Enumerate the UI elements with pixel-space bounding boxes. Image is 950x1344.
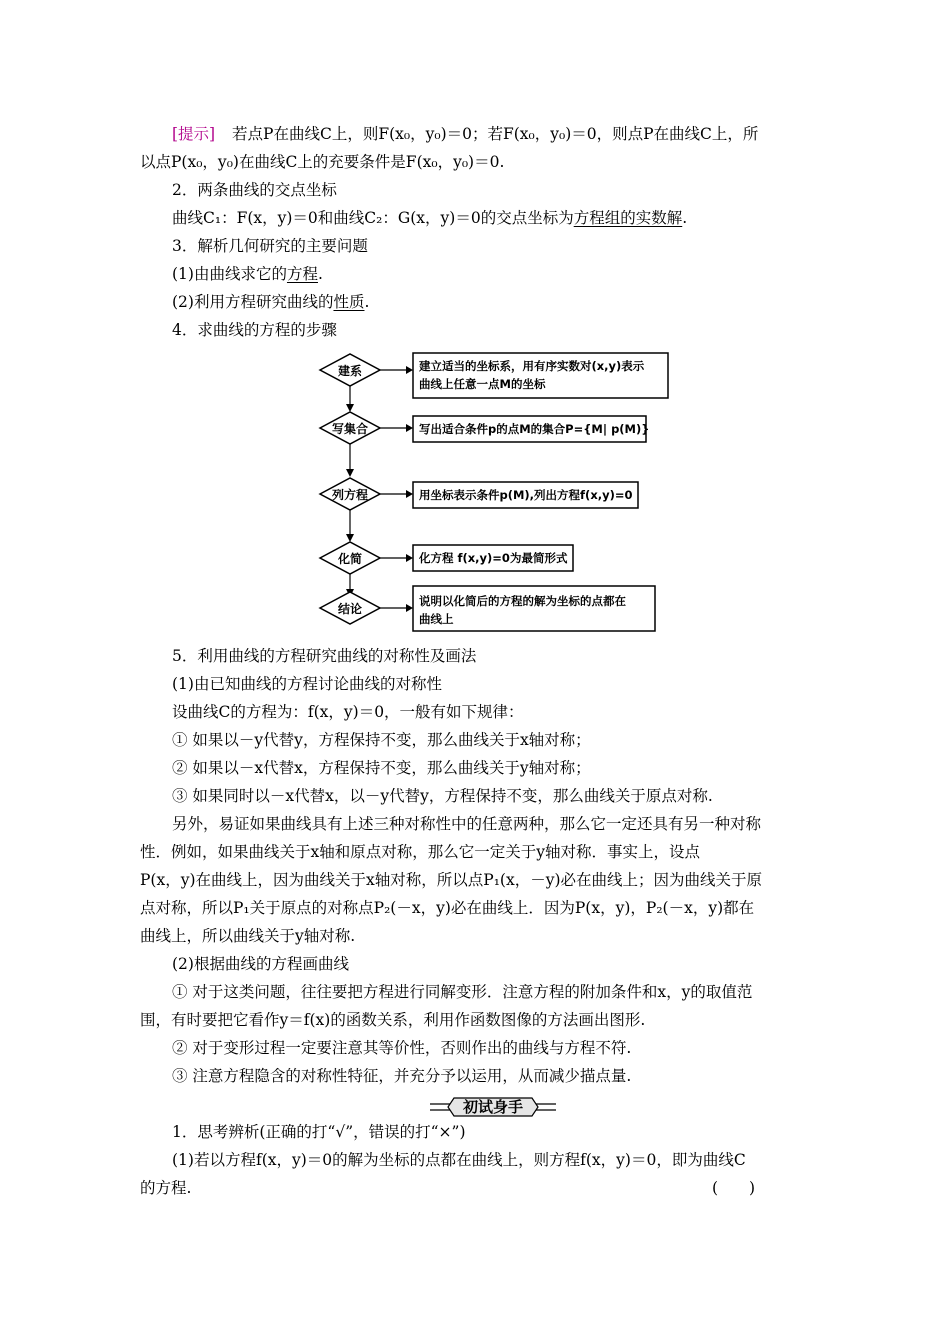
symmetry-rule-1: ① 如果以－y代替y，方程保持不变，那么曲线关于x轴对称； [172,731,591,749]
flowchart-step-3 [320,478,638,510]
draw-rule-1-line-1: ① 对于这类问题，往往要把方程进行同解变形．注意方程的附加条件和x，y的取值范 [172,983,753,1001]
exercise-heading: 1．思考辨析(正确的打“√”，错误的打“×”) [172,1123,466,1141]
flowchart-step-4 [320,542,573,574]
draw-rule-3: ③ 注意方程隐含的对称性特征，并充分予以运用，从而减少描点量. [172,1067,632,1085]
question-1-line-2: 的方程. [140,1179,192,1197]
flowchart-step-1 [320,353,668,398]
item-1-text: (1)由曲线求它的 [172,265,287,283]
paragraph-line-5: 曲线上，所以曲线关于y轴对称. [140,927,356,945]
item-1-end: . [317,265,323,283]
step-4-desc: 化方程 f(x,y)=0为最简形式 [419,551,568,565]
step-3-desc: 用坐标表示条件p(M),列出方程f(x,y)=0 [419,488,633,502]
item-2-end: . [364,293,370,311]
section-3-item-2 [172,292,369,312]
step-3-label: 列方程 [331,488,369,502]
item-2-text: (2)利用方程研究曲线的 [172,293,334,311]
banner-title: 初试身手 [462,1098,523,1116]
flowchart-step-2 [320,412,649,444]
section-5-sub-2: (2)根据曲线的方程画曲线 [172,955,349,973]
step-1-label: 建系 [337,364,363,378]
section-5-heading: 5．利用曲线的方程研究曲线的对称性及画法 [172,647,477,665]
section-4-heading: 4．求曲线的方程的步骤 [172,321,337,339]
paragraph-line-1: 另外，易证如果曲线具有上述三种对称性中的任意两种，那么它一定还具有另一种对称 [172,815,762,833]
step-2-desc: 写出适合条件p的点M的集合P={M| p(M)} [419,422,650,436]
paragraph-line-3: P(x，y)在曲线上，因为曲线关于x轴对称，所以点P₁(x，－y)必在曲线上；因为曲线关于原 [140,871,763,889]
step-4-label: 化简 [337,552,363,566]
section-5-sub-1: (1)由已知曲线的方程讨论曲线的对称性 [172,675,442,693]
step-1-desc-2: 曲线上任意一点M的坐标 [419,377,546,391]
paragraph-line-4: 点对称，所以P₁关于原点的对称点P₂(－x，y)必在曲线上．因为P(x，y)，P₂(－x，y)都在 [140,899,755,917]
draw-rule-1-line-2: 围，有时要把它看作y＝f(x)的函数关系，利用作函数图像的方法画出图形. [140,1011,646,1029]
section-2-text-after: . [682,209,688,227]
symmetry-rule-3: ③ 如果同时以－x代替x，以－y代替y，方程保持不变，那么曲线关于原点对称. [172,787,713,805]
paragraph-line-2: 性．例如，如果曲线关于x轴和原点对称，那么它一定关于y轴对称．事实上，设点 [140,843,701,861]
item-1-answer: 方程 [286,265,318,283]
section-5-intro: 设曲线C的方程为：f(x，y)＝0，一般有如下规律： [172,703,524,721]
section-2-text-before: 曲线C₁：F(x，y)＝0和曲线C₂：G(x，y)＝0的交点坐标为 [172,209,574,227]
hint-line-2: 以点P(x₀，y₀)在曲线C上的充要条件是F(x₀，y₀)＝0. [140,153,505,171]
answer-blank[interactable]: ( ) [712,1179,756,1197]
section-3-heading: 3．解析几何研究的主要问题 [172,237,368,255]
section-2-answer: 方程组的实数解 [573,209,683,227]
hint-line-1 [172,124,758,144]
step-2-label: 写集合 [331,422,369,436]
flowchart [310,346,680,636]
section-2-text [172,208,687,228]
step-5-desc-1: 说明以化简后的方程的解为坐标的点都在 [419,594,626,608]
flowchart-step-5 [320,586,655,631]
step-5-desc-2: 曲线上 [419,612,454,626]
step-5-label: 结论 [337,602,363,616]
step-1-desc-1: 建立适当的坐标系，用有序实数对(x,y)表示 [419,359,645,373]
section-2-heading: 2．两条曲线的交点坐标 [172,181,337,199]
draw-rule-2: ② 对于变形过程一定要注意其等价性，否则作出的曲线与方程不符. [172,1039,632,1057]
hint-label: [提示] [172,125,216,143]
question-1-line-1: (1)若以方程f(x，y)＝0的解为坐标的点都在曲线上，则方程f(x，y)＝0，即为曲线C [172,1151,746,1169]
symmetry-rule-2: ② 如果以－x代替x，方程保持不变，那么曲线关于y轴对称； [172,759,591,777]
section-3-item-1 [172,264,323,284]
hint-text-1: 若点P在曲线C上，则F(x₀，y₀)＝0；若F(x₀，y₀)＝0，则点P在曲线C上，所 [232,125,759,143]
item-2-answer: 性质 [333,293,365,311]
